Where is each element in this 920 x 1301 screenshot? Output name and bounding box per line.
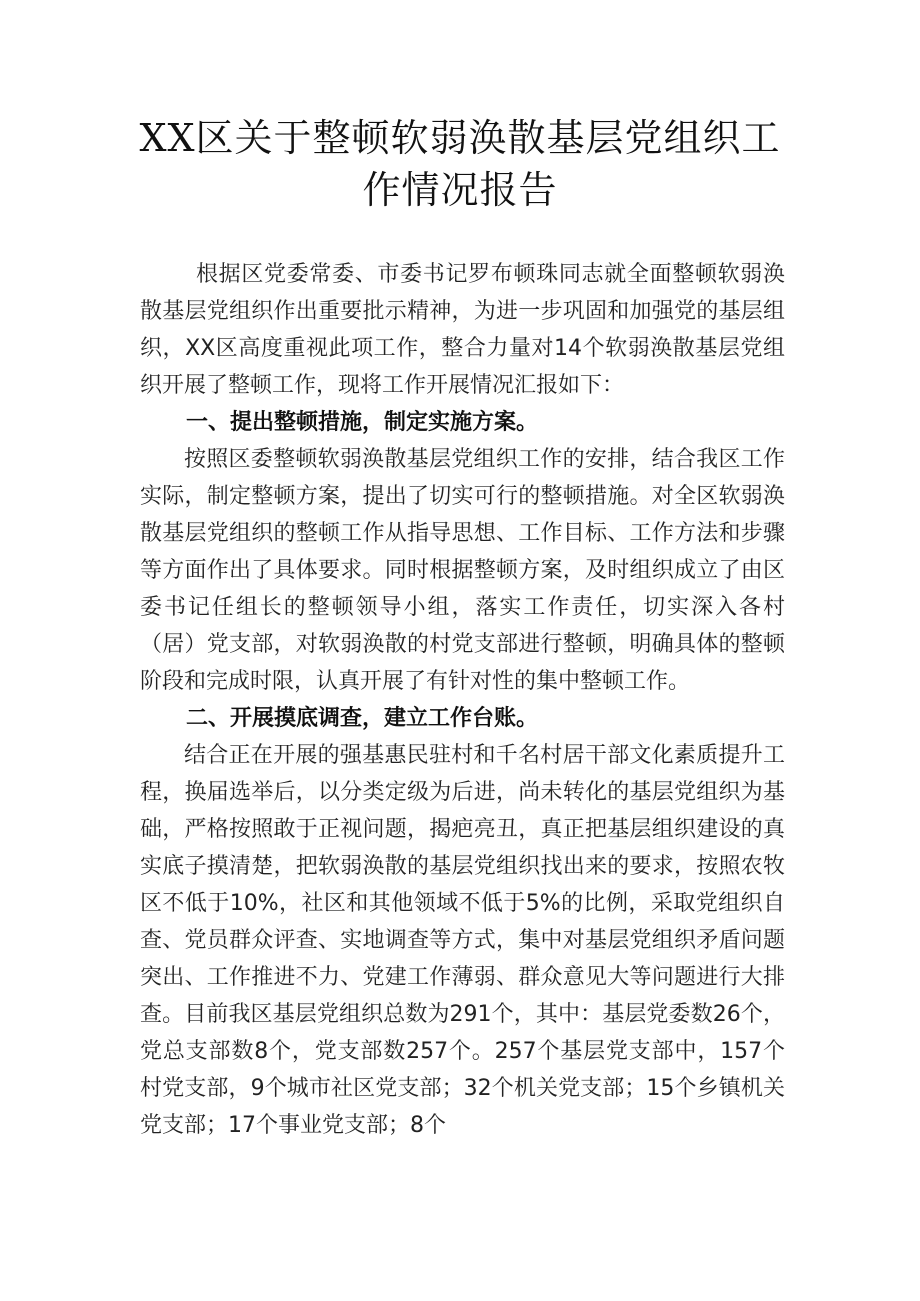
section-1-paragraph: 按照区委整顿软弱涣散基层党组织工作的安排，结合我区工作实际，制定整顿方案，提出了切实可行的整顿措施。对全区软弱涣散基层党组织的整顿工作从指导思想、工作目标、工作方法和步骤等方面作出了具体要求。同时根据整顿方案，及时组织成立了由区委书记任组长的整顿领导小组，落实工作责任，切实深入各村（居）党支部，对软弱涣散的村党支部进行整顿，明确具体的整顿阶段和完成时限，认真开展了有针对性的集中整顿工作。 [140, 447, 785, 694]
document-body [140, 256, 785, 1144]
intro-paragraph: 根据区党委常委、市委书记罗布顿珠同志就全面整顿软弱涣散基层党组织作出重要批示精神，为进一步巩固和加强党的基层组织，XX区高度重视此项工作，整合力量对14个软弱涣散基层党组织开展了整顿工作，现将工作开展情况汇报如下： [140, 262, 785, 398]
section-heading-2: 二、开展摸底调查，建立工作台账。 [186, 706, 539, 731]
section-2-paragraph: 结合正在开展的强基惠民驻村和千名村居干部文化素质提升工程，换届选举后，以分类定级为后进，尚未转化的基层党组织为基础，严格按照敢于正视问题，揭疤亮丑，真正把基层组织建设的真实底子摸清楚，把软弱涣散的基层党组织找出来的要求，按照农牧区不低于10%，社区和其他领域不低于5%的比例，采取党组织自查、党员群众评查、实地调查等方式，集中对基层党组织矛盾问题突出、工作推进不力、党建工作薄弱、群众意见大等问题进行大排查。目前我区基层党组织总数为291个，其中：基层党委数26个，党总支部数8个，党支部数257个。257个基层党支部中，157个村党支部，9个城市社区党支部；32个机关党支部；15个乡镇机关党支部；17个事业党支部；8个 [140, 743, 785, 1138]
document-title: XX区关于整顿软弱涣散基层党组织工作情况报告 [139, 116, 781, 212]
section-heading-1: 一、提出整顿措施，制定实施方案。 [186, 410, 539, 435]
